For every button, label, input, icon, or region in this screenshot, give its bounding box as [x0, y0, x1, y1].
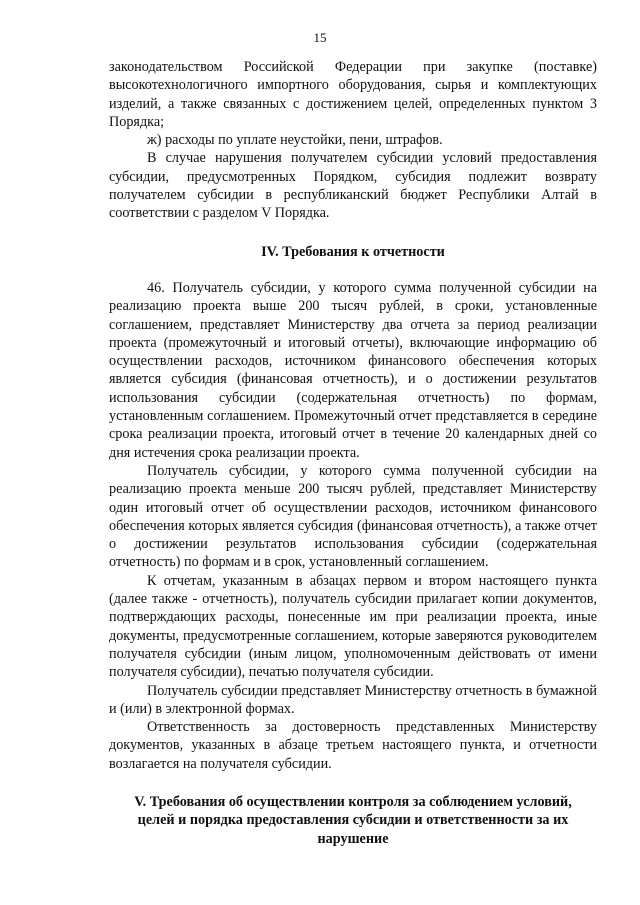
page-number: 15 — [313, 30, 327, 45]
section-5-heading: V. Требования об осуществлении контроля за соблюдением условий, целей и порядка предоставления субсидии и ответственности за их нарушение — [134, 793, 572, 847]
section-4-paragraph-responsibility: Ответственность за достоверность представленных Министерству документов, указанных в абзаце третьем настоящего пункта, и отчетности возлагается на получателя субсидии. — [109, 719, 597, 772]
intro-paragraph-item-zh: ж) расходы по уплате неустойки, пени, штрафов. — [147, 132, 443, 149]
section-4-heading: IV. Требования к отчетности — [261, 243, 445, 260]
intro-paragraph-violation: В случае нарушения получателем субсидии условий предоставления субсидии, предусмотренных Порядком, субсидия подлежит возврату получателем субсидии в республиканский бюджет Республики Алтай в соответствии с разделом V Порядка. — [109, 150, 597, 222]
section-4-paragraph-format: Получатель субсидии представляет Министерству отчетность в бумажной и (или) в электронной формах. — [109, 682, 597, 717]
intro-paragraph-continuation: законодательством Российской Федерации при закупке (поставке) высокотехнологичного импортного оборудования, сырья и комплектующих изделий, а также связанных с достижением целей, определенных пунктом 3 Порядка; — [109, 59, 597, 130]
section-4-paragraph-46: 46. Получатель субсидии, у которого сумма полученной субсидии на реализацию проекта выше 200 тысяч рублей, в сроки, установленные соглашением, представляет Министерству два отчета за период реализации проекта (промежуточный и итоговый отчеты), включающие информацию об осуществлении расходов, источником финансового обеспечения которых является субсидия (финансовая отчетность), и о достижении результатов использования субсидии (содержательная отчетность) по формам, установленным соглашением. Промежуточный отчет представляется в середине срока реализации проекта, итоговый отчет в течение 20 календарных дней со дня истечения срока реализации проекта. — [109, 279, 597, 461]
section-4-paragraph-attachments: К отчетам, указанным в абзацах первом и втором настоящего пункта (далее также - отчетность), получатель субсидии прилагает копии документов, подтверждающих расходы, понесенные им при реализации проекта, иные документы, предусмотренные соглашением, которые заверяются руководителем получателя субсидии (иным лицом, уполномоченным действовать от имени получателя субсидии), печатью получателя субсидии. — [109, 572, 597, 681]
document-body — [109, 58, 597, 848]
section-4-paragraph-small-grant: Получатель субсидии, у которого сумма полученной субсидии на реализацию проекта меньше 200 тысяч рублей, представляет Министерству один итоговый отчет об осуществлении расходов, источником финансового обеспечения которых является субсидия (финансовая отчетность), а также отчет о достижении результатов использования субсидии (содержательная отчетность) по формам и в срок, установленный соглашением. — [109, 462, 597, 571]
